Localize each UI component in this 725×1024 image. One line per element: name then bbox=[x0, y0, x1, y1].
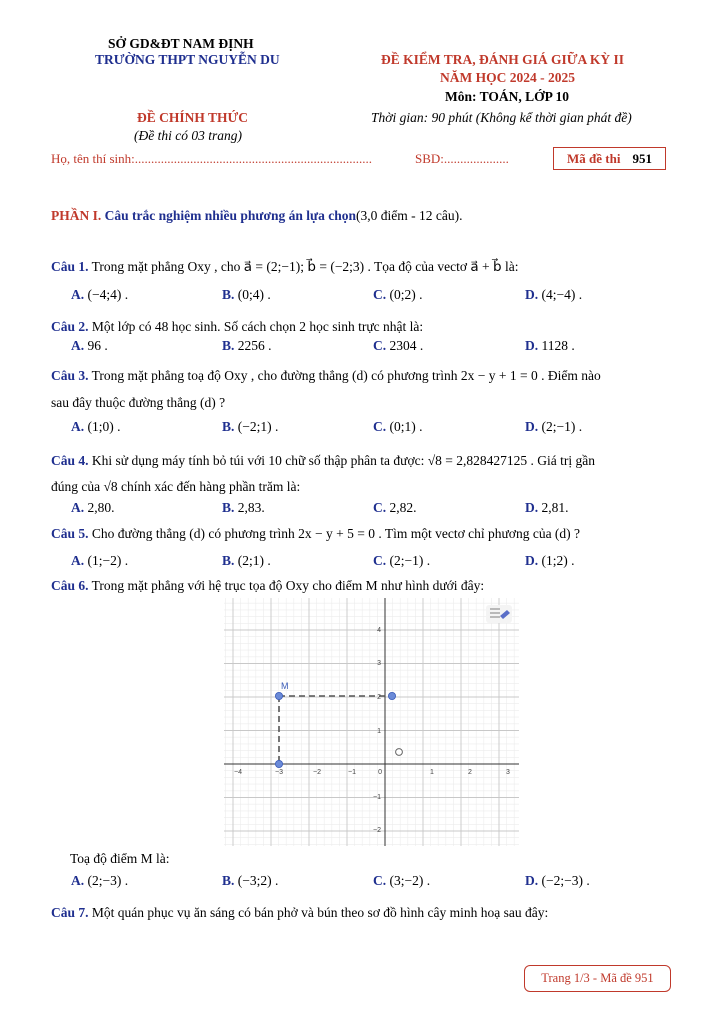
option-a[interactable]: A. (1;0) . bbox=[71, 419, 121, 434]
option-d[interactable]: D. (−2;−3) . bbox=[525, 873, 590, 888]
option-d[interactable]: D. (2;−1) . bbox=[525, 419, 583, 434]
school-name: TRƯỜNG THPT NGUYỄN DU bbox=[95, 52, 280, 67]
school-year: NĂM HỌC 2024 - 2025 bbox=[440, 70, 575, 85]
option-c[interactable]: C. (2;−1) . bbox=[373, 553, 431, 568]
question-label: Câu 4. bbox=[51, 453, 89, 468]
question-label: Câu 5. bbox=[51, 526, 89, 541]
official-label: ĐỀ CHÍNH THỨC bbox=[137, 110, 249, 125]
option-d[interactable]: D. 2,81. bbox=[525, 500, 569, 515]
point-m bbox=[275, 692, 282, 699]
page-footer: Trang 1/3 - Mã đề 951 bbox=[524, 965, 671, 992]
question-7 bbox=[51, 905, 548, 921]
x-tick-label: 2 bbox=[468, 769, 472, 776]
question-2 bbox=[51, 319, 423, 335]
question-3-options bbox=[71, 419, 671, 437]
y-tick-label: 3 bbox=[377, 660, 381, 667]
x-tick-label: 0 bbox=[378, 769, 382, 776]
origin-marker bbox=[396, 749, 403, 756]
option-b[interactable]: B. (2;1) . bbox=[222, 553, 271, 568]
option-b[interactable]: B. 2256 . bbox=[222, 338, 272, 353]
time-note: Thời gian: 90 phút (Không kể thời gian phát đề) bbox=[371, 110, 632, 125]
question-5 bbox=[51, 526, 580, 542]
question-text: Trong mặt phẳng Oxy , cho a⃗ = (2;−1); b⃗ = (−2;3) . Tọa độ của vectơ a⃗ + b⃗ là: bbox=[91, 259, 519, 274]
x-tick-label: −3 bbox=[275, 769, 283, 776]
question-1-options bbox=[71, 287, 671, 305]
y-tick-label: 4 bbox=[377, 627, 381, 634]
exam-code-value: 951 bbox=[632, 150, 652, 166]
option-a[interactable]: A. 96 . bbox=[71, 338, 108, 353]
question-3 bbox=[51, 368, 601, 384]
question-4 bbox=[51, 453, 595, 469]
question-5-options bbox=[71, 553, 671, 571]
option-a[interactable]: A. 2,80. bbox=[71, 500, 115, 515]
y-tick-label: 2 bbox=[377, 694, 381, 701]
option-b[interactable]: B. (−2;1) . bbox=[222, 419, 279, 434]
option-d[interactable]: D. (4;−4) . bbox=[525, 287, 583, 302]
x-tick-label: 3 bbox=[506, 769, 510, 776]
sbd-line: SBD:.................... bbox=[415, 151, 509, 166]
option-a[interactable]: A. (−4;4) . bbox=[71, 287, 129, 302]
x-tick-label: 1 bbox=[430, 769, 434, 776]
option-c[interactable]: C. (0;1) . bbox=[373, 419, 423, 434]
question-4-options bbox=[71, 500, 671, 518]
section-title bbox=[51, 208, 462, 224]
y-tick-label: −1 bbox=[373, 794, 381, 801]
option-c[interactable]: C. 2,82. bbox=[373, 500, 417, 515]
question-text: Cho đường thẳng (d) có phương trình 2x − y + 5 = 0 . Tìm một vectơ chỉ phương của (d) ? bbox=[91, 526, 581, 541]
option-a[interactable]: A. (2;−3) . bbox=[71, 873, 129, 888]
y-tick-label: 1 bbox=[377, 728, 381, 735]
question-6-prompt: Toạ độ điểm M là: bbox=[70, 851, 170, 866]
section-heading: Câu trắc nghiệm nhiều phương án lựa chọn bbox=[104, 208, 356, 223]
point-y-projection bbox=[388, 692, 395, 699]
option-a[interactable]: A. (1;−2) . bbox=[71, 553, 129, 568]
pages-note: (Đề thi có 03 trang) bbox=[134, 128, 242, 143]
question-text: Khi sử dụng máy tính bỏ túi với 10 chữ số thập phân ta được: √8 = 2,828427125 . Giá trị gần bbox=[91, 453, 595, 468]
option-b[interactable]: B. (−3;2) . bbox=[222, 873, 279, 888]
y-tick-label: −2 bbox=[373, 827, 381, 834]
question-3-line2: sau đây thuộc đường thẳng (d) ? bbox=[51, 395, 226, 410]
exam-code-label: Mã đề thi bbox=[567, 150, 621, 166]
option-c[interactable]: C. (3;−2) . bbox=[373, 873, 431, 888]
question-label: Câu 3. bbox=[51, 368, 89, 383]
exam-code-box bbox=[553, 147, 666, 170]
question-4-line2: đúng của √8 chính xác đến hàng phần trăm là: bbox=[51, 479, 301, 494]
exam-title: ĐỀ KIỂM TRA, ĐÁNH GIÁ GIỮA KỲ II bbox=[381, 52, 625, 67]
point-m-label: M bbox=[281, 681, 289, 691]
subject: Môn: TOÁN, LỚP 10 bbox=[445, 89, 570, 104]
question-text: Trong mặt phẳng với hệ trục tọa độ Oxy cho điểm M như hình dưới đây: bbox=[91, 578, 485, 593]
question-label: Câu 6. bbox=[51, 578, 89, 593]
student-name-line: Họ, tên thí sinh:......................................................................... bbox=[51, 151, 373, 166]
graph-background bbox=[224, 598, 519, 846]
coordinate-graph bbox=[224, 598, 519, 846]
option-b[interactable]: B. (0;4) . bbox=[222, 287, 271, 302]
x-tick-label: −1 bbox=[348, 769, 356, 776]
x-tick-label: −4 bbox=[234, 769, 242, 776]
point-x-projection bbox=[275, 760, 282, 767]
section-number: PHẦN I. bbox=[51, 208, 102, 223]
department-name: SỞ GD&ĐT NAM ĐỊNH bbox=[108, 36, 254, 51]
graph-menu-icon[interactable] bbox=[486, 605, 512, 623]
question-2-options bbox=[71, 338, 671, 356]
question-1 bbox=[51, 259, 518, 275]
option-d[interactable]: D. 1128 . bbox=[525, 338, 575, 353]
option-c[interactable]: C. (0;2) . bbox=[373, 287, 423, 302]
question-6-options bbox=[71, 873, 671, 891]
question-text: Trong mặt phẳng toạ độ Oxy , cho đường thẳng (d) có phương trình 2x − y + 1 = 0 . Điểm nào bbox=[91, 368, 601, 383]
question-label: Câu 1. bbox=[51, 259, 89, 274]
section-note: (3,0 điểm - 12 câu). bbox=[355, 208, 463, 223]
question-label: Câu 7. bbox=[51, 905, 89, 920]
question-text: Một lớp có 48 học sinh. Số cách chọn 2 học sinh trực nhật là: bbox=[91, 319, 424, 334]
option-b[interactable]: B. 2,83. bbox=[222, 500, 265, 515]
question-6 bbox=[51, 578, 484, 594]
option-c[interactable]: C. 2304 . bbox=[373, 338, 424, 353]
question-text: Một quán phục vụ ăn sáng có bán phở và bún theo sơ đồ hình cây minh hoạ sau đây: bbox=[91, 905, 549, 920]
option-d[interactable]: D. (1;2) . bbox=[525, 553, 575, 568]
x-tick-label: −2 bbox=[313, 769, 321, 776]
question-label: Câu 2. bbox=[51, 319, 89, 334]
